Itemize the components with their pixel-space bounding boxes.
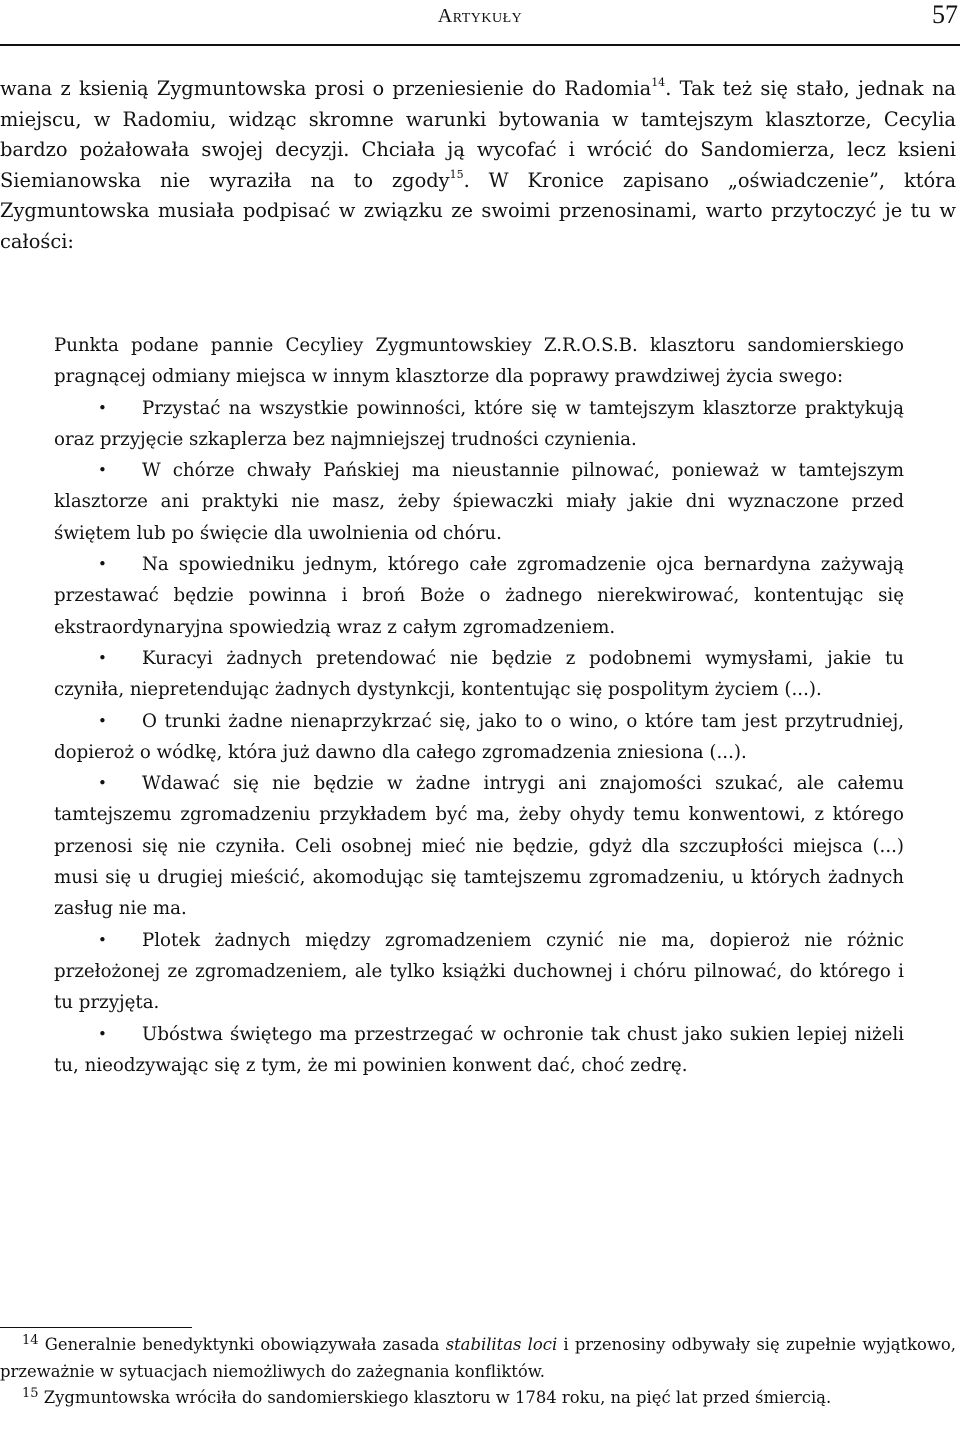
- bullet-icon: •: [98, 711, 107, 730]
- paragraph-1-part-1: wana z ksienią Zygmuntowska prosi o przeniesienie do Radomia: [0, 77, 652, 100]
- main-paragraph: [0, 74, 956, 257]
- list-item: [54, 549, 904, 643]
- footnote-15: [0, 1385, 956, 1412]
- paragraph-1-part-2: . Tak też się stało, jednak na miejscu, w Radomiu, widząc skromne warunki bytowania w tamtejszym klasztorze, Cecylia bardzo pożałowała swojej decyzji. Chciała ją wycofać i wrócić do Sandomierza, lecz ksieni Siemianowska nie wyraziła na to zgody: [0, 77, 956, 192]
- paragraph-1: [0, 74, 956, 257]
- list-item-text: Na spowiedniku jednym, którego całe zgromadzenie ojca bernardyna zażywają przestawać będzie powinna i broń Boże o żadnego nierekwirować, kontentując się ekstraordynaryjna spowiedzią wraz z całym zgromadzeniem.: [54, 554, 904, 638]
- footnote-number: 14: [22, 1333, 39, 1348]
- footnote-text: Zygmuntowska wróciła do sandomierskiego klasztoru w 1784 roku, na pięć lat przed śmiercią.: [43, 1388, 832, 1407]
- footnote-number: 15: [22, 1386, 39, 1401]
- header-rule: [0, 44, 960, 46]
- quote-intro: Punkta podane pannie Cecyliey Zygmuntowskiey Z.R.O.S.B. klasztoru sandomierskiego pragnącej odmiany miejsca w innym klasztorze dla poprawy prawdziwej życia swego:: [54, 335, 904, 388]
- footnote-text: i przenosiny odbywały się zupełnie wyjątkowo, przeważnie w sytuacjach niemożliwych do zażegnania konfliktów.: [0, 1335, 956, 1381]
- bullet-icon: •: [98, 774, 107, 793]
- list-item-text: Wdawać się nie będzie w żadne intrygi ani znajomości szukać, ale całemu tamtejszemu zgromadzeniu przykładem być ma, żeby ohydy temu konwentowi, z którego przenosi się nie czyniła. Celi osobnej mieć nie będzie, gdyż dla szczupłości miejsca (...) musi się u drugiej mieścić, akomodując się tamtejszemu zgromadzeniu, u których żadnych zasług nie ma.: [54, 773, 904, 920]
- bullet-icon: •: [98, 930, 107, 949]
- bullet-icon: •: [98, 648, 107, 667]
- paragraph-1-part-3: . W Kronice zapisano „oświadczenie”, która Zygmuntowska musiała podpisać w związku ze swoimi przenosinami, warto przytoczyć je tu w całości:: [0, 168, 957, 253]
- list-item-text: Kuracyi żadnych pretendować nie będzie z podobnemi wymysłami, jakie tu czyniła, niepretendując żadnych dystynkcji, kontentując się pospolitym życiem (...).: [54, 647, 904, 701]
- footnote-italic-term: stabilitas loci: [445, 1335, 558, 1354]
- page-number: 57: [932, 0, 958, 29]
- footnote-rule: [0, 1327, 192, 1328]
- list-item-text: O trunki żadne nienaprzykrzać się, jako to o wino, o które tam jest przytrudniej, dopieroż o wódkę, która już dawno dla całego zgromadzenia zniesiona (...).: [54, 710, 904, 763]
- running-title: Artykuły: [437, 5, 523, 27]
- list-item: [54, 393, 904, 456]
- footnote-ref-14[interactable]: 14: [651, 76, 666, 89]
- list-item: [54, 455, 904, 549]
- list-item-text: Przystać na wszystkie powinności, które się w tamtejszym klasztorze praktykują oraz przyjęcie szkaplerza bez najmniejszej trudności czynienia.: [54, 397, 904, 450]
- footnote-14: [0, 1332, 956, 1385]
- footnotes: [0, 1332, 956, 1412]
- list-item-text: W chórze chwały Pańskiej ma nieustannie pilnować, ponieważ w tamtejszym klasztorze ani praktyki nie masz, żeby śpiewaczki miały jakie dni wyznaczone przed świętem lub po święcie dla uwolnienia od chóru.: [54, 460, 904, 544]
- bullet-icon: •: [98, 398, 107, 417]
- bullet-icon: •: [98, 555, 107, 574]
- list-item: [54, 925, 904, 1019]
- list-item: [54, 768, 904, 924]
- bullet-icon: •: [98, 461, 107, 480]
- bullet-icon: •: [98, 1024, 107, 1043]
- list-item-text: Plotek żadnych między zgromadzeniem czynić nie ma, dopieroż nie różnic przełożonej ze zgromadzeniem, ale tylko książki duchownej i chóru pilnować, do którego i tu przyjęta.: [54, 929, 904, 1014]
- footnote-text: Generalnie benedyktynki obowiązywała zasada: [44, 1335, 446, 1354]
- page-header: [0, 0, 960, 46]
- list-item: [54, 643, 904, 706]
- list-item: [54, 1019, 904, 1082]
- footnote-ref-15[interactable]: 15: [449, 167, 464, 181]
- list-item-text: Ubóstwa świętego ma przestrzegać w ochronie tak chust jako sukien lepiej niżeli tu, nieodzywając się z tym, że mi powinien konwent dać, choć zedrę.: [54, 1023, 904, 1076]
- list-item: [54, 706, 904, 769]
- block-quote: [54, 330, 904, 1081]
